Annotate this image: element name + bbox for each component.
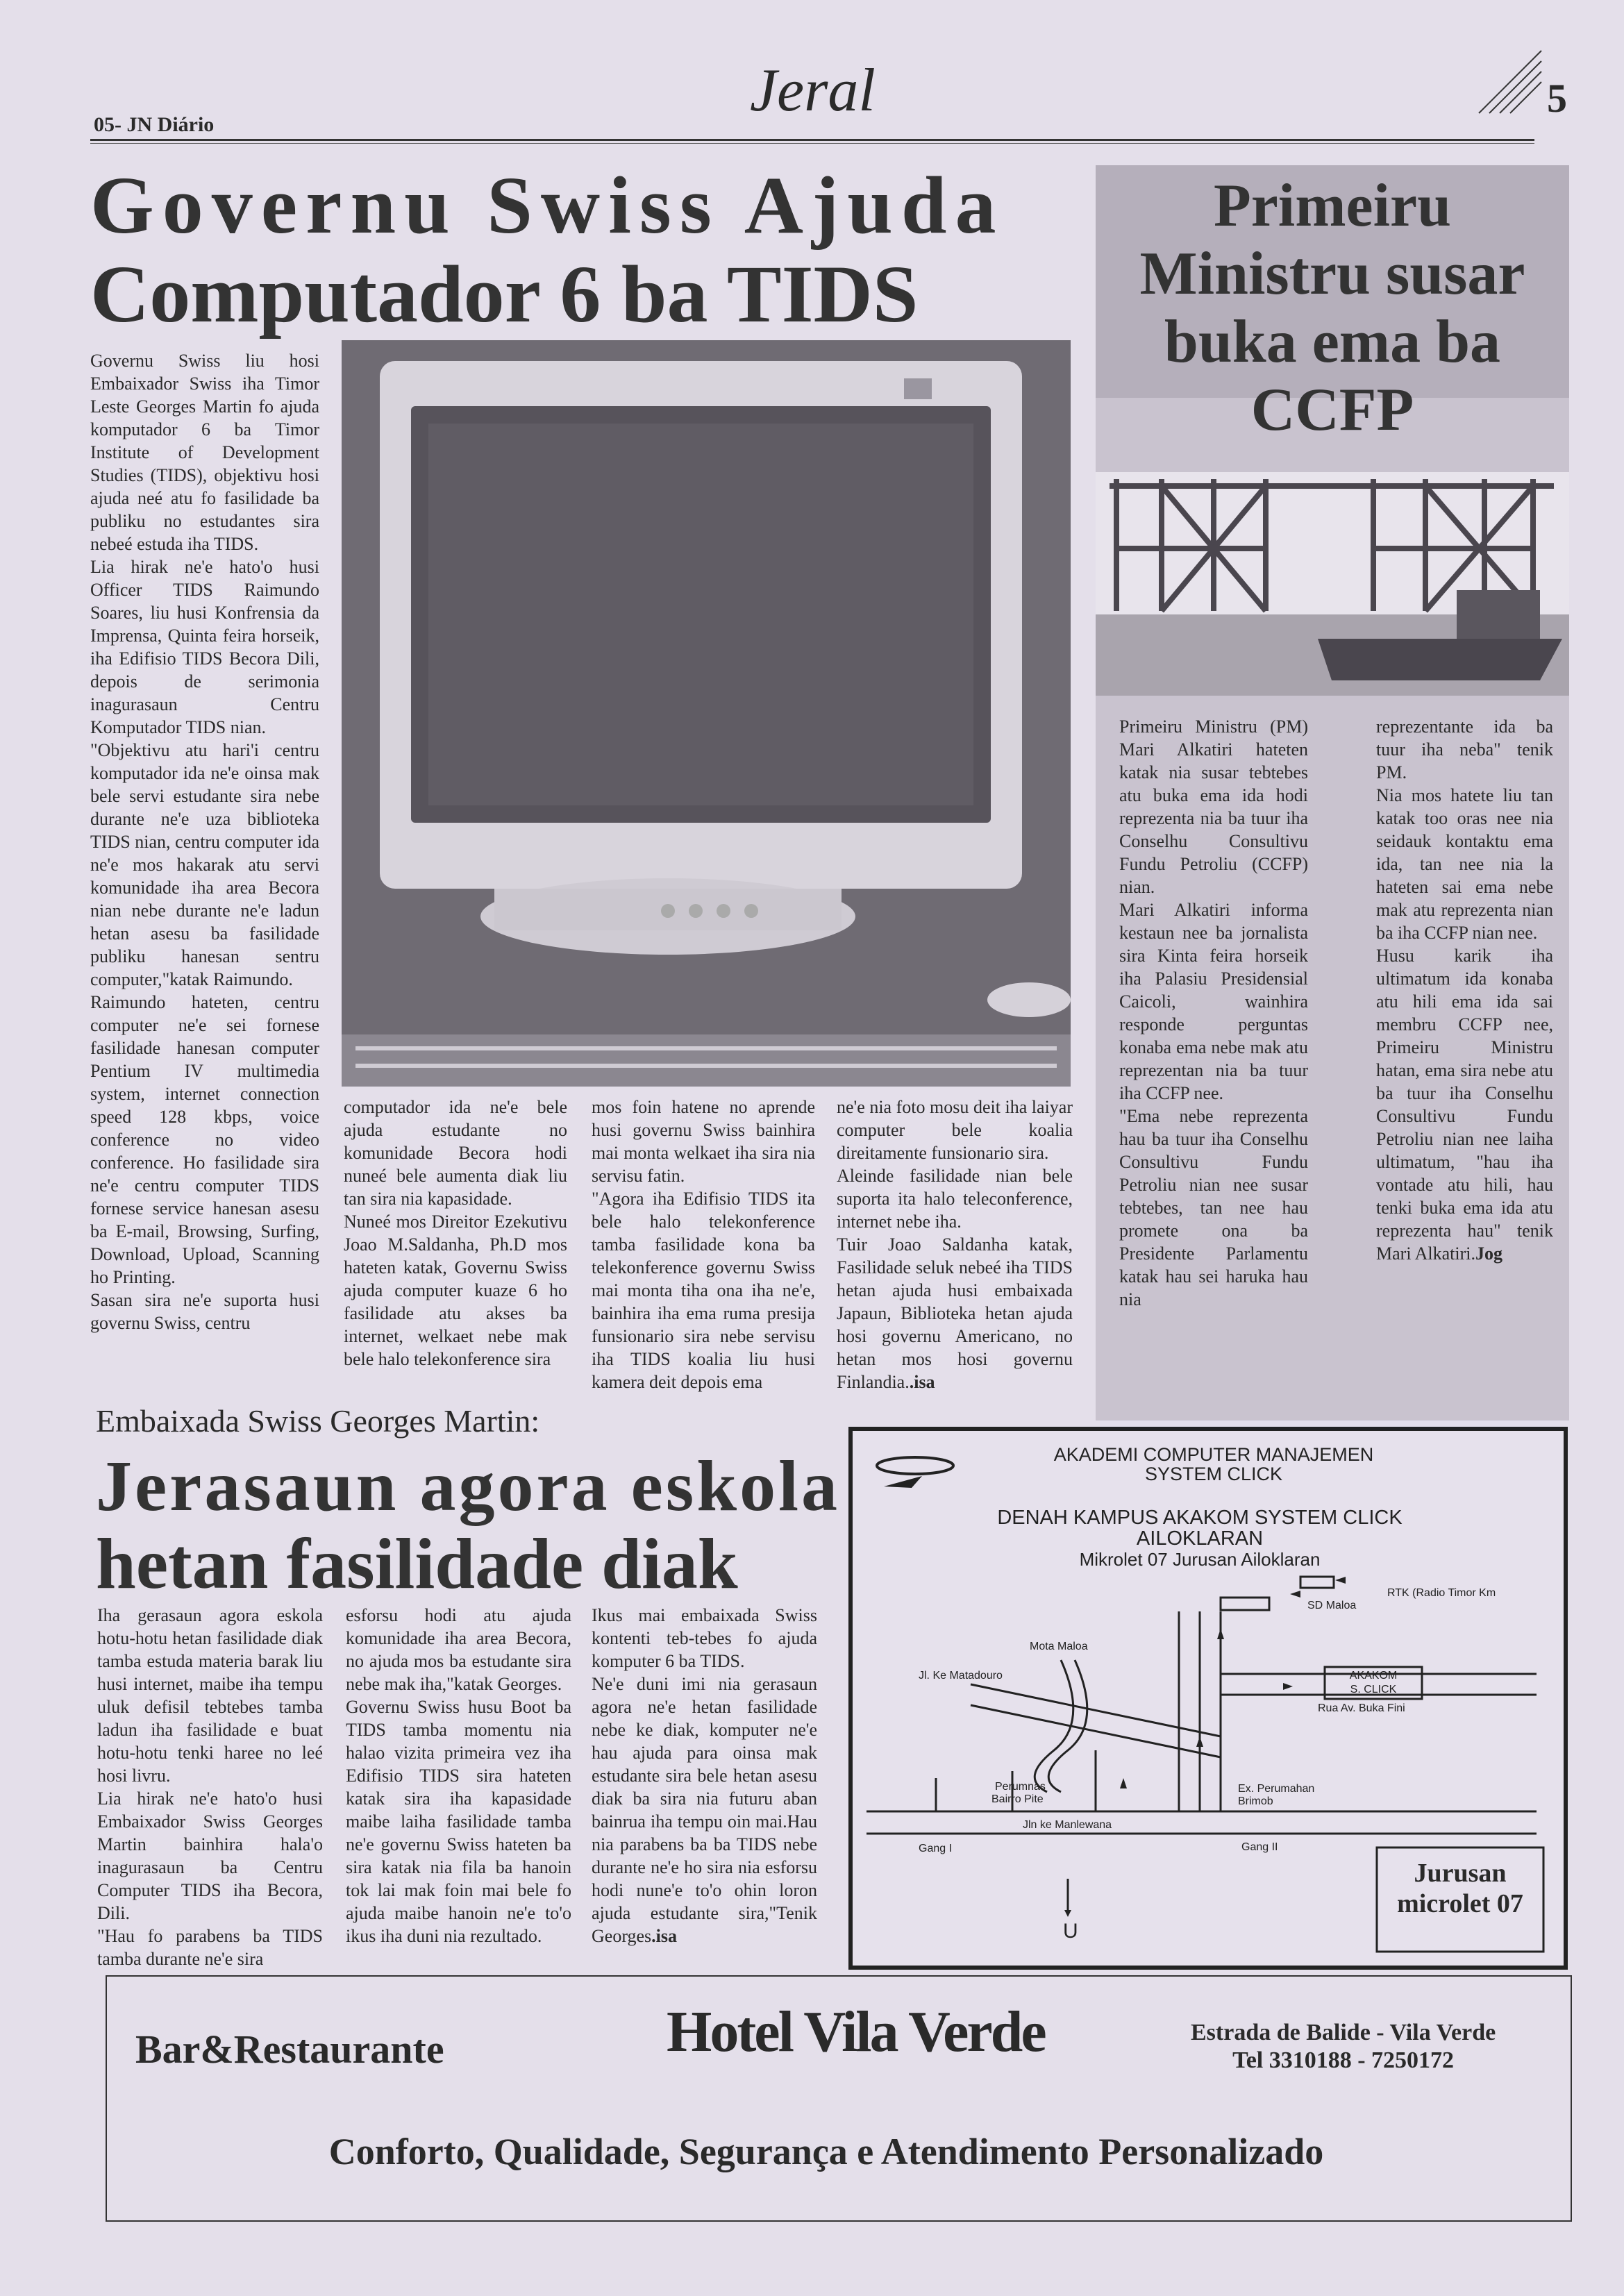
jurusan-box [1377, 1858, 1543, 1919]
map-subtitle-line2: AILOKLARAN [1136, 1527, 1264, 1550]
embassy-subhead: Embaixada Swiss Georges Martin: [96, 1403, 540, 1439]
main-col4-para3-text: Tuir Joao Saldanha katak, Fasilidade seluk nebeé iha TIDS hetan ajuda husi embaixada Japaun, Biblioteka hetan ajuda hosi governu Americano, no hetan mos hosi governu Finlandia. [837, 1234, 1073, 1392]
map-label-ex-perumahan: Ex. Perumahan [1238, 1783, 1315, 1795]
ad-contact [1191, 2019, 1496, 2075]
main-col2-para2: Nuneé mos Direitor Ezekutivu Joao M.Saldanha, Ph.D mos hateten katak, Governu Swiss ajuda computer kuaze 6 ho fasilidade atu akses ba internet, welkaet nebe mak bele halo telekonference sira [344, 1212, 567, 1369]
main-col3-para2: "Agora iha Edifisio TIDS ita bele halo telekonference tamba fasilidade kona ba telekonference governu Swiss mai monta tiha ona iha ne'e, bainhira iha ema ruma presija funsionario sira nebe servisu iha TIDS koalia liu husi kamera deit depois ema [592, 1189, 815, 1392]
main-col2-para1: computador ida ne'e bele ajuda estudante no komunidade Becora hodi nuneé bele aumenta diak liu tan sira nia kapasidade. [344, 1097, 567, 1209]
map-label-matadouro: Jl. Ke Matadouro [919, 1670, 1003, 1682]
issue-label: 05- JN Diário [94, 113, 215, 136]
main-article-col4 [837, 1096, 1073, 1393]
main-col3-para1: mos foin hatene no aprende husi governu Swiss bainhira mai monta welkaet iha sira nia servisu fatin. [592, 1097, 815, 1186]
pm-col1-para1: Primeiru Ministru (PM) Mari Alkatiri hateten katak nia susar tebtebes atu buka ema ida hodi reprezenta nia ba tuur iha Conselhu Consultivu Fundu Petroliu (CCFP) nian. [1119, 717, 1308, 897]
pm-col2-para1: reprezentante ida ba tuur iha neba" tenik PM. [1376, 717, 1553, 782]
pm-article-col1 [1119, 715, 1308, 1311]
main-col1-para5: Sasan sira ne'e suporta husi governu Swiss, centru [90, 1290, 319, 1333]
embassy-col1-para3: "Hau fo parabens ba TIDS tamba durante ne'e sira [97, 1926, 323, 1969]
main-col1-para4: Raimundo hateten, centru computer ne'e sei fornese fasilidade hanesan computer Pentium IV multimedia system, internet connection speed 128 kbps, voice conference no video conference. Ho fasilidade sira ne'e centru computer TIDS fornese service hanesan asesu ba E-mail, Browsing, Surfing, Download, Upload, Scanning ho Printing. [90, 992, 319, 1287]
header-rule [90, 139, 1534, 141]
pm-article-col2 [1376, 715, 1553, 1265]
pm-col2-para3 [1376, 944, 1553, 1265]
pm-col1-para3: "Ema nebe reprezenta hau ba tuur iha Conselhu Consultivu Fundu Petroliu nian nee susar tebtebes, tan nee hau promete ona ba Presidente Parlamentu katak hau sei haruka hau nia [1119, 1106, 1308, 1309]
main-col1-para2: Lia hirak ne'e hato'o husi Officer TIDS Raimundo Soares, liu husi Konfrensia da Imprensa, Quinta feira horseik, iha Edifisio TIDS Becora Dili, depois de serimonia inagurasaun Centru Komputador TIDS nian. [90, 557, 319, 737]
embassy-col2-para2: Governu Swiss husu Boot ba TIDS tamba momentu nia halao vizita primeira vez iha Edifisio TIDS sira hateten katak sira iha kapasidade maibe laiha fasilidade tamba ne'e governu Swiss hateten ba sira katak nia fila ba hanoin tok lai mak foin mai bele fo ajuda maibe hanoin ne'e to'o ikus iha duni nia rezultado. [346, 1697, 571, 1946]
ad-address: Estrada de Balide - Vila Verde [1191, 2020, 1496, 2045]
map-title-line1: AKADEMI COMPUTER MANAJEMEN [1053, 1444, 1374, 1465]
map-label-sd-maloa: SD Maloa [1307, 1600, 1357, 1611]
map-label-buka-fini: Rua Av. Buka Fini [1318, 1702, 1405, 1714]
main-col4-para3 [837, 1233, 1073, 1393]
embassy-headline-line1: Jerasaun agora eskola [96, 1446, 840, 1526]
embassy-col1-para1: Iha gerasaun agora eskola hotu-hotu hetan fasilidade diak tamba estuda materia barak liu husi internet, maibe iha tempu uluk defisil tebtebes tamba ladun iha fasilidade e buat hotu-hotu tenki haree no leé hosi livru. [97, 1605, 323, 1786]
map-label-rtk: RTK (Radio Timor Km [1387, 1587, 1496, 1599]
main-col4-para2: Aleinde fasilidade nian bele suporta ita halo teleconference, internet nebe iha. [837, 1166, 1073, 1232]
main-headline-line1: Governu Swiss Ajuda [90, 160, 1005, 251]
jurusan-line1: Jurusan [1414, 1859, 1507, 1888]
embassy-article-signature: .isa [651, 1926, 678, 1946]
map-subtitle-line1: DENAH KAMPUS AKAKOM SYSTEM CLICK [997, 1507, 1403, 1529]
hatch-decoration [1475, 47, 1545, 117]
ad-tagline: Conforto, Qualidade, Segurança e Atendimento Personalizado [328, 2131, 1324, 2172]
pm-headline: Primeiru Ministru susar buka ema ba CCFP [1139, 172, 1525, 444]
embassy-col1-para2: Lia hirak ne'e hato'o husi Embaixador Swiss Georges Martin bainhira hala'o inagurasaun ba Centru Computer TIDS iha Becora, Dili. [97, 1788, 323, 1923]
map-label-akakom: AKAKOM [1349, 1670, 1398, 1682]
embassy-col2-para1: esforsu hodi atu ajuda komunidade iha area Becora, no ajuda mos ba estudante sira nebe mak iha,"katak Georges. [346, 1605, 571, 1694]
map-label-perumnas: Perumnas [995, 1781, 1046, 1793]
embassy-col3-para2-text: Ne'e duni imi nia gerasaun agora ne'e hetan fasilidade nebe ke diak, komputer ne'e hau ajuda para oinsa mak estudante sira bele hetan asesu diak ba sira nia futuru aban bainrua iha tempu oin mai.Hau nia parabens ba ba TIDS nebe durante ne'e ho sira nia esforsu hodi nune'e to'o ohin loron ajuda estudante sira,"Tenik Georges [592, 1674, 817, 1946]
embassy-article-col2 [346, 1604, 571, 1947]
pm-col2-para3-text: Husu karik iha ultimatum ida konaba atu hili ema ida sai membru CCFP nee, Primeiru Ministru hatan, ema sira nebe atu ba tuur iha Conselhu Consultivu Fundu Petroliu nian nee laiha ultimatum, "hau iha vontade atu hili, hau tenki buka ema ida atu reprezenta hau" tenik Mari Alkatiri. [1376, 946, 1553, 1264]
map-subtitle-line3: Mikrolet 07 Jurusan Ailoklaran [1079, 1549, 1321, 1570]
main-headline-line2: Computador 6 ba TIDS [90, 249, 919, 340]
page-number: 5 [1547, 76, 1567, 121]
header-rule-thin [90, 143, 1534, 144]
map-label-brimob: Brimob [1238, 1795, 1273, 1807]
map-label-bairro-pite: Bairro Pite [991, 1793, 1044, 1805]
map-label-mota-maloa: Mota Maloa [1030, 1641, 1088, 1652]
jurusan-line2: microlet 07 [1397, 1889, 1523, 1918]
embassy-article-col1 [97, 1604, 323, 1970]
main-article-col2 [344, 1096, 567, 1371]
oil-platform-photo [1096, 472, 1569, 696]
embassy-headline-line2: hetan fasilidade diak [96, 1524, 738, 1604]
map-title-line2: SYSTEM CLICK [1144, 1464, 1283, 1484]
embassy-col3-para1: Ikus mai embaixada Swiss kontenti teb-tebes fo ajuda komputer 6 ba TIDS. [592, 1605, 817, 1671]
main-col4-para1: ne'e nia foto mosu deit iha laiyar computer bele koalia direitamente funsionario sira. [837, 1097, 1073, 1163]
main-headline [90, 161, 1076, 339]
map-label-gang2: Gang II [1241, 1841, 1278, 1853]
monitor-photo [342, 340, 1071, 1087]
main-article-col3 [592, 1096, 815, 1393]
main-article-signature: .isa [909, 1372, 935, 1392]
embassy-headline [96, 1448, 846, 1603]
main-col1-para3: "Objektivu atu hari'i centru komputador ida ne'e oinsa mak bele servi estudante sira nebe durante ne'e uza biblioteka TIDS nian, centru computer ida ne'e mos hakarak atu servi komunidade iha area Becora nian nebe durante ne'e ladun hetan asesu ba fasilidade publiku hanesan sentru computer,"katak Raimundo. [90, 740, 319, 989]
main-article-col1 [90, 349, 319, 1334]
map-label-sclick: S. CLICK [1350, 1684, 1397, 1695]
embassy-col3-para2 [592, 1673, 817, 1947]
pm-article-signature: Jog [1475, 1243, 1502, 1264]
map-label-gang1: Gang I [919, 1843, 953, 1854]
map-north-label: U [1063, 1920, 1078, 1943]
section-title: Jeral [750, 57, 876, 124]
pm-col2-para2: Nia mos hatete liu tan katak too oras nee nia seidauk kontaktu ema ida, tan nee nia la hateten sai ema nebe mak atu reprezenta nian ba iha CCFP nian nee. [1376, 785, 1553, 943]
ad-hotel-name: Hotel Vila Verde [667, 2000, 1045, 2064]
ad-telephone: Tel 3310188 - 7250172 [1232, 2047, 1455, 2073]
pm-col1-para2: Mari Alkatiri informa kestaun nee ba jornalista sira Kinta feira horseik iha Palasiu Presidensial Caicoli, wainhira responde perguntas konaba ema nebe mak atu reprezentan nia ba tuur iha CCFP nee. [1119, 900, 1308, 1103]
campus-map-ad [848, 1427, 1568, 1970]
embassy-article-col3 [592, 1604, 817, 1947]
main-col1-para1: Governu Swiss liu hosi Embaixador Swiss iha Timor Leste Georges Martin fo ajuda komputador 6 ba Timor Institute of Development Studies (TIDS), objektivu hosi ajuda neé atu fo fasilidade ba publiku no estudantes sira nebeé estuda iha TIDS. [90, 351, 319, 554]
ad-bar-restaurante: Bar&Restaurante [135, 2027, 444, 2072]
map-label-manlewana: Jln ke Manlewana [1023, 1819, 1112, 1831]
